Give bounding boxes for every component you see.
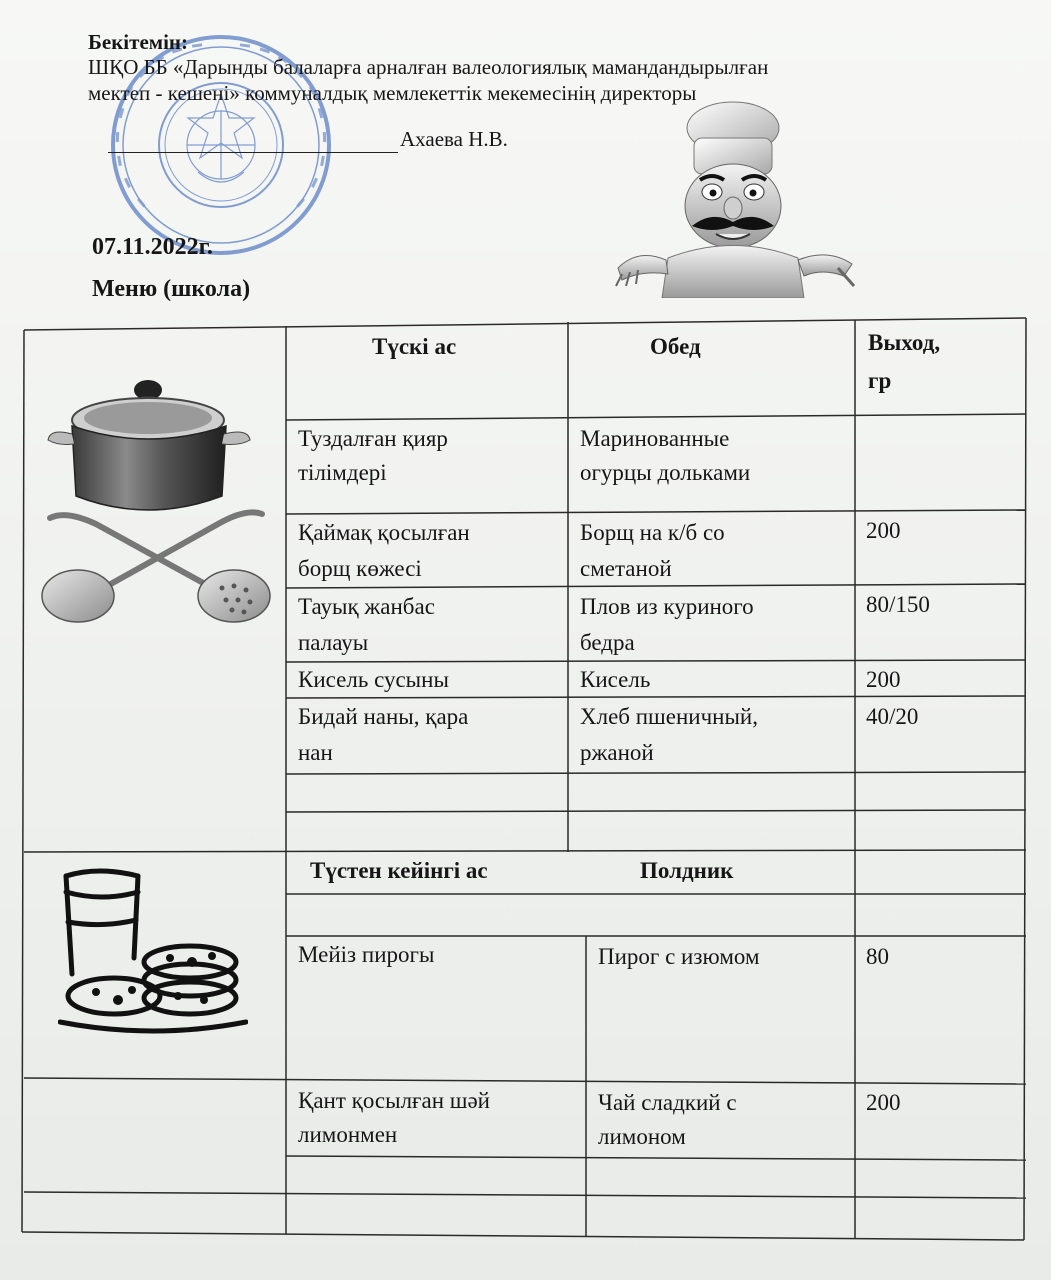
lunch-row-3-ru-1: Плов из куриного xyxy=(580,594,754,619)
menu-date: 07.11.2022г. xyxy=(92,234,213,260)
lunch-row-5-ru-1: Хлеб пшеничный, xyxy=(580,704,758,729)
director-name: Ахаева Н.В. xyxy=(400,127,508,151)
approve-title: Бекітемін: xyxy=(88,30,189,54)
lunch-header-yield-1: Выход, xyxy=(868,330,941,355)
approve-line-2: мектеп - кешені» коммуналдық мемлекеттік мекемесінің директоры xyxy=(88,81,697,105)
lunch-row-4-kz-1: Кисель сусыны xyxy=(298,667,449,692)
lunch-row-1-ru-2: огурцы дольками xyxy=(580,460,751,485)
snack-row-2-ru-2: лимоном xyxy=(598,1124,686,1149)
lunch-row-2-kz-2: борщ көжесі xyxy=(298,556,422,581)
snack-header-kz: Түстен кейінгі ас xyxy=(310,858,488,883)
lunch-row-1-ru-1: Маринованные xyxy=(580,426,730,451)
signature-line xyxy=(108,152,398,153)
lunch-row-3-yield: 80/150 xyxy=(866,592,930,617)
snack-row-1-kz-1: Мейіз пирогы xyxy=(298,942,435,967)
cooking-pot-and-ladles-icon xyxy=(36,368,276,633)
lunch-row-2-ru-2: сметаной xyxy=(580,556,672,581)
lunch-row-2-yield: 200 xyxy=(866,518,901,543)
lunch-row-5-kz-1: Бидай наны, қара xyxy=(298,704,469,729)
snack-row-1-ru-1: Пирог с изюмом xyxy=(598,944,760,969)
lunch-row-5-kz-2: нан xyxy=(298,740,333,765)
approve-line-1: ШҚО ББ «Дарынды балаларға арналған валеологиялық мамандандырылған xyxy=(88,55,769,79)
lunch-row-2-kz-1: Қаймақ қосылған xyxy=(298,520,470,545)
snack-row-1-yield: 80 xyxy=(866,944,889,969)
lunch-row-5-yield: 40/20 xyxy=(866,704,919,729)
menu-title: Меню (школа) xyxy=(92,276,251,302)
lunch-row-5-ru-2: ржаной xyxy=(580,740,654,765)
director-signature-row xyxy=(108,126,528,154)
approval-header xyxy=(88,30,1008,151)
lunch-row-1-kz-2: тілімдері xyxy=(298,460,387,485)
lunch-row-4-yield: 200 xyxy=(866,667,901,692)
lunch-row-1-kz-1: Туздалған қияр xyxy=(298,426,448,451)
milk-glass-and-cookies-icon xyxy=(58,862,248,1042)
lunch-row-3-kz-1: Тауық жанбас xyxy=(298,594,435,619)
lunch-row-2-ru-1: Борщ на к/б со xyxy=(580,520,725,545)
snack-row-2-kz-2: лимонмен xyxy=(298,1122,398,1147)
lunch-row-3-ru-2: бедра xyxy=(580,630,635,655)
lunch-header-ru: Обед xyxy=(650,334,701,359)
chef-mascot-icon xyxy=(608,98,858,298)
lunch-row-4-ru-1: Кисель xyxy=(580,667,651,692)
snack-header-ru: Полдник xyxy=(640,858,734,883)
lunch-row-3-kz-2: палауы xyxy=(298,630,369,655)
lunch-header-kz: Түскі ас xyxy=(372,334,457,359)
snack-row-2-yield: 200 xyxy=(866,1090,901,1115)
snack-row-2-kz-1: Қант қосылған шәй xyxy=(298,1088,490,1113)
snack-row-2-ru-1: Чай сладкий с xyxy=(598,1090,737,1115)
lunch-header-yield-2: гр xyxy=(868,368,892,393)
